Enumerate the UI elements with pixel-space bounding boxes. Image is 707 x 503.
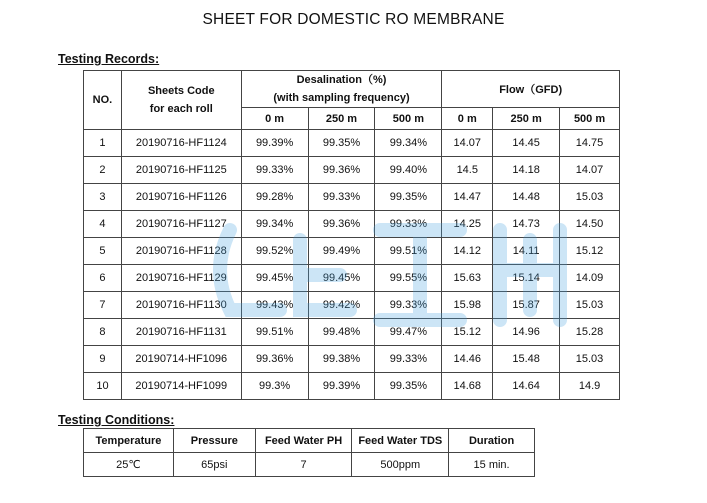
cell-no: 3 bbox=[84, 184, 122, 211]
cell-sheets-code: 20190714-HF1096 bbox=[121, 346, 241, 373]
table-row bbox=[84, 346, 620, 373]
header-desalination bbox=[241, 71, 442, 108]
cell-flow-0m: 15.12 bbox=[442, 319, 493, 346]
testing-conditions-label: Testing Conditions: bbox=[58, 413, 175, 427]
cell-flow-500m: 15.12 bbox=[560, 238, 620, 265]
cell-desal-250m: 99.42% bbox=[308, 292, 375, 319]
cell-desal-0m: 99.51% bbox=[241, 319, 308, 346]
condition-header-duration: Duration bbox=[449, 429, 535, 453]
cell-desal-250m: 99.45% bbox=[308, 265, 375, 292]
cell-sheets-code: 20190716-HF1128 bbox=[121, 238, 241, 265]
header-desalination-line1: Desalination（%) bbox=[296, 74, 387, 86]
header-sheets-code-line1: Sheets Code bbox=[147, 85, 215, 97]
cell-desal-0m: 99.33% bbox=[241, 157, 308, 184]
condition-value-feed-water-tds: 500ppm bbox=[352, 453, 449, 477]
cell-sheets-code: 20190716-HF1131 bbox=[121, 319, 241, 346]
cell-flow-250m: 15.48 bbox=[493, 346, 560, 373]
cell-desal-500m: 99.35% bbox=[375, 373, 442, 400]
cell-no: 9 bbox=[84, 346, 122, 373]
subheader-flow-250m: 250 m bbox=[493, 108, 560, 130]
cell-desal-500m: 99.47% bbox=[375, 319, 442, 346]
cell-flow-250m: 14.48 bbox=[493, 184, 560, 211]
cell-desal-0m: 99.34% bbox=[241, 211, 308, 238]
condition-value-duration: 15 min. bbox=[449, 453, 535, 477]
cell-no: 4 bbox=[84, 211, 122, 238]
cell-desal-500m: 99.34% bbox=[375, 130, 442, 157]
cell-flow-250m: 14.11 bbox=[493, 238, 560, 265]
cell-flow-500m: 15.03 bbox=[560, 346, 620, 373]
cell-flow-0m: 14.68 bbox=[442, 373, 493, 400]
cell-desal-0m: 99.28% bbox=[241, 184, 308, 211]
condition-value-temperature: 25℃ bbox=[84, 453, 174, 477]
cell-flow-500m: 15.03 bbox=[560, 184, 620, 211]
table-row bbox=[84, 292, 620, 319]
condition-value-pressure: 65psi bbox=[173, 453, 255, 477]
cell-flow-0m: 14.5 bbox=[442, 157, 493, 184]
cell-flow-250m: 14.45 bbox=[493, 130, 560, 157]
cell-flow-0m: 15.98 bbox=[442, 292, 493, 319]
cell-flow-500m: 14.9 bbox=[560, 373, 620, 400]
cell-sheets-code: 20190714-HF1099 bbox=[121, 373, 241, 400]
header-no: NO. bbox=[84, 71, 122, 130]
cell-flow-250m: 14.96 bbox=[493, 319, 560, 346]
cell-flow-500m: 14.75 bbox=[560, 130, 620, 157]
cell-desal-250m: 99.49% bbox=[308, 238, 375, 265]
cell-desal-0m: 99.36% bbox=[241, 346, 308, 373]
cell-desal-500m: 99.33% bbox=[375, 211, 442, 238]
cell-desal-0m: 99.52% bbox=[241, 238, 308, 265]
cell-desal-0m: 99.45% bbox=[241, 265, 308, 292]
cell-no: 10 bbox=[84, 373, 122, 400]
header-desalination-line2: (with sampling frequency) bbox=[273, 92, 410, 104]
cell-desal-500m: 99.33% bbox=[375, 346, 442, 373]
table-row bbox=[84, 184, 620, 211]
cell-no: 5 bbox=[84, 238, 122, 265]
cell-no: 7 bbox=[84, 292, 122, 319]
cell-sheets-code: 20190716-HF1127 bbox=[121, 211, 241, 238]
subheader-desal-250m: 250 m bbox=[308, 108, 375, 130]
table-row bbox=[84, 319, 620, 346]
cell-flow-250m: 14.73 bbox=[493, 211, 560, 238]
cell-desal-250m: 99.33% bbox=[308, 184, 375, 211]
cell-desal-500m: 99.40% bbox=[375, 157, 442, 184]
subheader-desal-500m: 500 m bbox=[375, 108, 442, 130]
condition-header-pressure: Pressure bbox=[173, 429, 255, 453]
cell-flow-0m: 14.12 bbox=[442, 238, 493, 265]
cell-no: 2 bbox=[84, 157, 122, 184]
subheader-flow-0m: 0 m bbox=[442, 108, 493, 130]
cell-flow-0m: 14.47 bbox=[442, 184, 493, 211]
cell-desal-500m: 99.33% bbox=[375, 292, 442, 319]
cell-no: 1 bbox=[84, 130, 122, 157]
subheader-flow-500m: 500 m bbox=[560, 108, 620, 130]
cell-flow-0m: 14.46 bbox=[442, 346, 493, 373]
table-row bbox=[84, 157, 620, 184]
cell-flow-250m: 14.18 bbox=[493, 157, 560, 184]
cell-no: 8 bbox=[84, 319, 122, 346]
cell-sheets-code: 20190716-HF1130 bbox=[121, 292, 241, 319]
cell-flow-250m: 14.64 bbox=[493, 373, 560, 400]
cell-desal-250m: 99.39% bbox=[308, 373, 375, 400]
page-title: SHEET FOR DOMESTIC RO MEMBRANE bbox=[202, 11, 505, 28]
header-flow: Flow（GFD) bbox=[442, 71, 620, 108]
cell-desal-500m: 99.51% bbox=[375, 238, 442, 265]
subheader-desal-0m: 0 m bbox=[241, 108, 308, 130]
cell-flow-0m: 14.07 bbox=[442, 130, 493, 157]
condition-header-feed-water-ph: Feed Water PH bbox=[255, 429, 352, 453]
cell-flow-500m: 14.07 bbox=[560, 157, 620, 184]
cell-desal-250m: 99.35% bbox=[308, 130, 375, 157]
cell-flow-500m: 15.28 bbox=[560, 319, 620, 346]
cell-sheets-code: 20190716-HF1126 bbox=[121, 184, 241, 211]
condition-value-feed-water-ph: 7 bbox=[255, 453, 352, 477]
cell-flow-500m: 14.09 bbox=[560, 265, 620, 292]
table-row bbox=[84, 211, 620, 238]
cell-desal-0m: 99.39% bbox=[241, 130, 308, 157]
table-row bbox=[84, 373, 620, 400]
header-sheets-code-line2: for each roll bbox=[149, 103, 213, 115]
cell-desal-500m: 99.35% bbox=[375, 184, 442, 211]
cell-flow-500m: 15.03 bbox=[560, 292, 620, 319]
cell-flow-0m: 14.25 bbox=[442, 211, 493, 238]
cell-sheets-code: 20190716-HF1124 bbox=[121, 130, 241, 157]
cell-no: 6 bbox=[84, 265, 122, 292]
cell-sheets-code: 20190716-HF1129 bbox=[121, 265, 241, 292]
cell-desal-0m: 99.43% bbox=[241, 292, 308, 319]
testing-records-table bbox=[83, 70, 620, 400]
cell-flow-250m: 15.87 bbox=[493, 292, 560, 319]
cell-desal-250m: 99.36% bbox=[308, 157, 375, 184]
header-sheets-code bbox=[121, 71, 241, 130]
cell-desal-250m: 99.38% bbox=[308, 346, 375, 373]
testing-records-label: Testing Records: bbox=[58, 52, 160, 66]
cell-flow-0m: 15.63 bbox=[442, 265, 493, 292]
testing-conditions-table bbox=[83, 428, 535, 477]
table-row bbox=[84, 130, 620, 157]
cell-desal-250m: 99.36% bbox=[308, 211, 375, 238]
table-row bbox=[84, 238, 620, 265]
cell-desal-250m: 99.48% bbox=[308, 319, 375, 346]
table-row bbox=[84, 265, 620, 292]
cell-flow-500m: 14.50 bbox=[560, 211, 620, 238]
cell-flow-250m: 15.14 bbox=[493, 265, 560, 292]
condition-header-temperature: Temperature bbox=[84, 429, 174, 453]
cell-sheets-code: 20190716-HF1125 bbox=[121, 157, 241, 184]
cell-desal-500m: 99.55% bbox=[375, 265, 442, 292]
cell-desal-0m: 99.3% bbox=[241, 373, 308, 400]
condition-header-feed-water-tds: Feed Water TDS bbox=[352, 429, 449, 453]
